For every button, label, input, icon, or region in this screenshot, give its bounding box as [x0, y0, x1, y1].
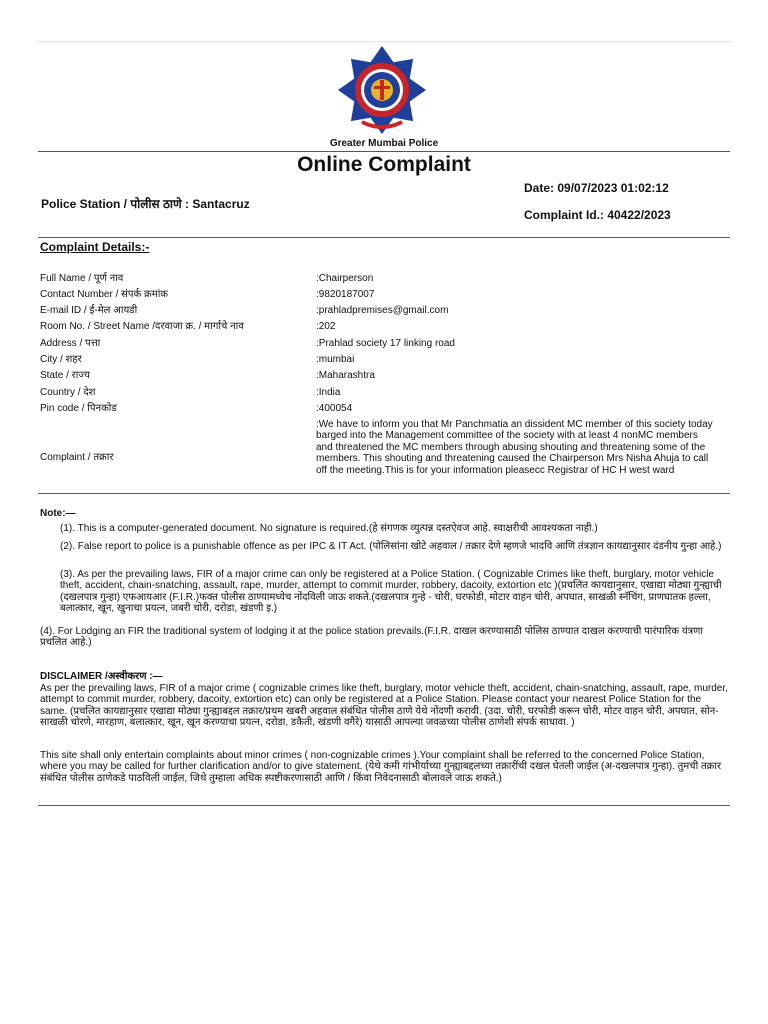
detail-value: :Prahlad society 17 linking road	[316, 338, 455, 349]
police-emblem-logo	[336, 44, 428, 136]
detail-label: E-mail ID / ई-मेल आयडी	[40, 305, 138, 316]
details-heading: Complaint Details:-	[40, 240, 150, 254]
note-heading: Note:—	[40, 508, 76, 519]
note-item-2: (2). False report to police is a punishable offence as per IPC & IT Act. (पोलिसांना खोटे अहवाल / तक्रार देणे म्हणजे भादवि आणि तंत्रज्ञान कायद्यानुसार दंडनीय गुन्हा आहे.)	[60, 541, 722, 552]
note-item-3: (3). As per the prevailing laws, FIR of a major crime can only be registered at a Police Station. ( Cognizable Crimes like theft, burglary, motor vehicle theft, accident, chain-snatching, assault, rape, murder, attempt to commit murder, robbery, dacoity, extortion etc )(प्रचलित कायद्यानुसार, एखाद्या मोठ्या गुन्ह्याची (दखलपात्र गुन्हा) एफआयआर (F.I.R.)फक्त पोलीस ठाण्यामध्येच नोंदविली जाऊ शकते.(दखलपात्र गुन्हे - चोरी, घरफोडी, मोटार वाहन चोरी, अपघात, साखळी स्नॅचिंग, प्राणघातक हल्ला, बलात्कार, खून, खुनाचा प्रयत्न, जबरी चोरी, दरोडा, खंडणी इ.)	[60, 569, 722, 615]
detail-value: :9820187007	[316, 289, 375, 300]
complaint-date: Date: 09/07/2023 01:02:12	[524, 181, 669, 195]
disclaimer-paragraph-1: As per the prevailing laws, FIR of a major crime ( cognizable crimes like theft, burglary, motor vehicle theft, accident, chain-snatching, assault, rape, murder, attempt to commit murder, robbery, dacoity, extortion etc) can only be registered at a Police Station. Please contact your nearest Police Station for the same. (प्रचलित कायद्यानुसार एखाद्या मोठ्या गुन्ह्याबद्दल तक्रार/प्रथम खबरी अहवाल संबंधित पोलीस ठाणे येथे नोंदणी करावी. (उदा. चोरी, घरफोडी करून चोरी, मोटर वाहन चोरी, अपघात, सोन-साखळी चोरणे, मारहाण, बलात्कार, खून, खून करण्याचा प्रयत्न, दरोडा, डकैती, खंडणी वगैरे) यासाठी आपल्या जवळच्या पोलीस ठाणेशी संपर्क साधावा. )	[40, 683, 728, 729]
disclaimer-paragraph-2: This site shall only entertain complaints about minor crimes ( non-cognizable crimes ).Your complaint shall be referred to the concerned Police Station, where you may be called for further clarification and/or to give statement. (येथे कमी गांभीर्याच्या गुन्ह्याबद्दलच्या तक्रारींची दखल घेतली जाईल (अ-दखलपात्र गुन्हा). तुमची तक्रार संबंधित पोलीस ठाणेकडे पाठविली जाईल, जिथे तुम्हाला अधिक स्पष्टीकरणासाठी आणि / किंवा निवेदनासाठी बोलावले जाऊ शकते.)	[40, 750, 722, 784]
detail-label: Contact Number / संपर्क क्रमांक	[40, 289, 168, 300]
top-divider	[38, 41, 732, 42]
detail-label: Full Name / पूर्ण नाव	[40, 273, 124, 284]
complaint-text: :We have to inform you that Mr Panchmatia an dissident MC member of this society today barged into the Management committee of the society with at least 4 nonMC members and threatened the MC members through abusing shouting and threatening some of the members. This shouting and threatening caused the Chairperson Mrs Nisha Ahuja to call off the meeting.This is for your information pleasecc Registrar of HC H west ward	[316, 419, 713, 476]
detail-value: :mumbai	[316, 354, 355, 365]
detail-label: Pin code / पिनकोड	[40, 403, 117, 414]
detail-value: :Chairperson	[316, 273, 374, 284]
complaint-label: Complaint / तक्रार	[40, 452, 114, 463]
detail-label: Room No. / Street Name /दरवाजा क्र. / मार्गाचे नाव	[40, 321, 244, 332]
disclaimer-heading: DISCLAIMER /अस्वीकरण :—	[40, 671, 163, 682]
note-item-4: (4). For Lodging an FIR the traditional system of lodging it at the police station prevails.(F.I.R. दाखल करण्यासाठी पोलिस ठाण्यात दाखल करण्याची पारंपारिक यंत्रणा प्रचलित आहे.)	[40, 626, 703, 649]
header-divider	[38, 151, 730, 152]
detail-value: :Maharashtra	[316, 370, 375, 381]
detail-label: State / राज्य	[40, 370, 90, 381]
page-title: Online Complaint	[297, 153, 471, 176]
note-divider	[38, 493, 730, 494]
detail-value: :prahladpremises@gmail.com	[316, 305, 449, 316]
police-station: Police Station / पोलीस ठाणे : Santacruz	[41, 197, 250, 211]
detail-value: :202	[316, 321, 336, 332]
footer-divider	[38, 805, 730, 806]
detail-label: Address / पत्ता	[40, 338, 101, 349]
note-item-1: (1). This is a computer-generated document. No signature is required.(हे संगणक व्युत्पन्न दस्तऐवज आहे. स्वाक्षरीची आवश्यकता नाही.)	[60, 523, 598, 534]
complaint-id: Complaint Id.: 40422/2023	[524, 208, 671, 222]
details-divider	[38, 237, 730, 238]
organization-name: Greater Mumbai Police	[329, 138, 439, 149]
detail-label: Country / देश	[40, 387, 96, 398]
detail-value: :India	[316, 387, 341, 398]
detail-label: City / शहर	[40, 354, 82, 365]
detail-value: :400054	[316, 403, 353, 414]
